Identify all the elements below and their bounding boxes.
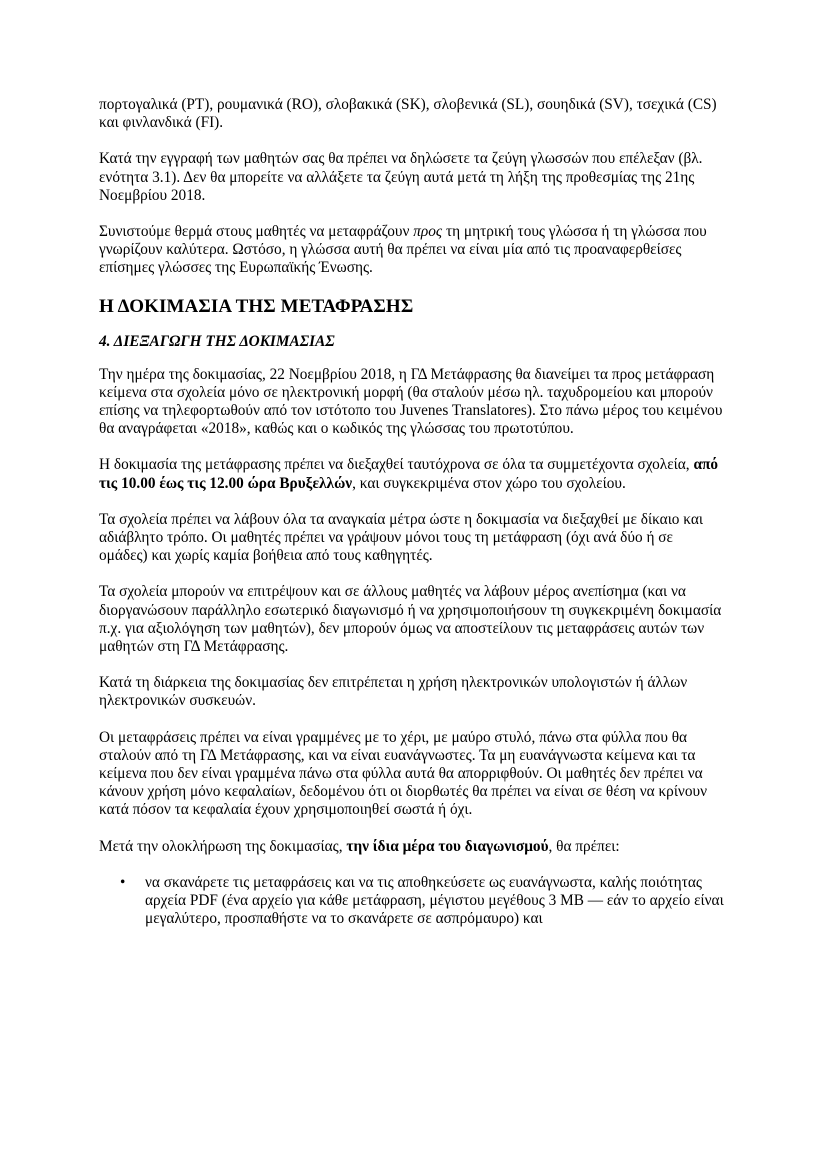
paragraph-other-students: Τα σχολεία μπορούν να επιτρέψουν και σε άλλους μαθητές να λάβουν μέρος ανεπίσημα (και να διοργανώσουν παράλληλο εσωτερικό διαγωνισμό ή να χρησιμοποιήσουν τη συγκεκριμένη δοκιμασία π.χ. για αξιολόγηση των μαθητών), δεν μπορούν όμως να αποστείλουν τις μεταφράσεις αυτών των μαθητών στη ΓΔ Μετάφρασης. — [99, 583, 722, 656]
after-text-start: Μετά την ολοκλήρωση της δοκιμασίας, — [99, 837, 347, 855]
section-heading: Η ΔΟΚΙΜΑΣΙΑ ΤΗΣ ΜΕΤΑΦΡΑΣΗΣ — [99, 295, 414, 317]
list-item-text: να σκανάρετε τις μεταφράσεις και να τις αποθηκεύσετε ως ευανάγνωστα, καλής ποιότητας αρχεία PDF (ένα αρχείο για κάθε μετάφραση, μέγιστου μεγέθους 3 MB — εάν το αρχείο είναι μεγαλύτερο, προσπαθήστε να το σκανάρετε σε ασπρόμαυρο) και — [145, 873, 724, 928]
list-item — [99, 874, 725, 929]
paragraph-recommendation — [99, 223, 725, 278]
paragraph-after-test — [99, 838, 725, 856]
paragraph-fairness: Τα σχολεία πρέπει να λάβουν όλα τα αναγκαία μέτρα ώστε η δοκιμασία να διεξαχθεί με δίκαιο και αδιάβλητο τρόπο. Οι μαθητές πρέπει να γράψουν μόνοι τους τη μετάφραση (όχι ανά δύο ή σε ομάδες) και χωρίς καμία βοήθεια από τους καθηγητές. — [99, 510, 703, 565]
recommendation-text-start: Συνιστούμε θερμά στους μαθητές να μεταφράζουν — [99, 223, 414, 241]
paragraph-languages: πορτογαλικά (PT), ρουμανικά (RO), σλοβακικά (SK), σλοβενικά (SL), σουηδικά (SV), τσεχικά (CS) και φινλανδικά (FI). — [99, 96, 717, 132]
recommendation-text-end: τη μητρική τους γλώσσα ή τη γλώσσα που γνωρίζουν καλύτερα. Ωστόσο, η γλώσσα αυτή θα πρέπει να είναι μία από τις προαναφερθείσες επίσημες γλώσσες της Ευρωπαϊκής Ένωσης. — [99, 223, 707, 277]
paragraph-devices: Κατά τη διάρκεια της δοκιμασίας δεν επιτρέπεται η χρήση ηλεκτρονικών υπολογιστών ή άλλων ηλεκτρονικών συσκευών. — [99, 674, 688, 710]
instructions-list — [99, 874, 725, 929]
bullet-icon: • — [120, 873, 126, 891]
timing-text-start: Η δοκιμασία της μετάφρασης πρέπει να διεξαχθεί ταυτόχρονα σε όλα τα συμμετέχοντα σχολεία, — [99, 456, 694, 474]
timing-text-end: , και συγκεκριμένα στον χώρο του σχολείου. — [352, 474, 626, 492]
paragraph-timing — [99, 456, 725, 492]
after-text-end: , θα πρέπει: — [548, 837, 620, 855]
paragraph-registration: Κατά την εγγραφή των μαθητών σας θα πρέπει να δηλώσετε τα ζεύγη γλωσσών που επέλεξαν (βλ. ενότητα 3.1). Δεν θα μπορείτε να αλλάξετε τα ζεύγη αυτά μετά τη λήξη της προθεσμίας της 21ης Νοεμβρίου 2018. — [99, 150, 703, 204]
subsection-heading: 4. ΔΙΕΞΑΓΩΓΗ ΤΗΣ ΔΟΚΙΜΑΣΙΑΣ — [99, 332, 335, 350]
timing-hours: από τις 10.00 έως τις 12.00 ώρα Βρυξελλών — [99, 456, 719, 492]
paragraph-handwritten: Οι μεταφράσεις πρέπει να είναι γραμμένες με το χέρι, με μαύρο στυλό, πάνω στα φύλλα που θα σταλούν από τη ΓΔ Μετάφρασης, και να είναι ευανάγνωστες. Τα μη ευανάγνωστα κείμενα και τα κείμενα που δεν είναι γραμμένα πάνω στα φύλλα αυτά θα απορριφθούν. Οι μαθητές δεν πρέπει να κάνουν χρήση μόνο κεφαλαίων, δεδομένου ότι οι διορθωτές θα πρέπει να είναι σε θέση να κρίνουν κατά πόσον τα κεφαλαία έχουν χρησιμοποιηθεί σωστά ή όχι. — [99, 728, 707, 819]
document-page — [99, 96, 725, 929]
after-same-day: την ίδια μέρα του διαγωνισμού — [346, 837, 549, 855]
paragraph-test-day: Την ημέρα της δοκιμασίας, 22 Νοεμβρίου 2018, η ΓΔ Μετάφρασης θα διανείμει τα προς μετάφραση κείμενα στα σχολεία μόνο σε ηλεκτρονική μορφή (θα σταλούν μέσω ηλ. ταχυδρομείου και μπορούν επίσης να τηλεφορτωθούν από τον ιστότοπο του Juvenes Translatores). Στο πάνω μέρος του κειμένου θα αναγράφεται «2018», καθώς και ο κωδικός της γλώσσας του πρωτοτύπου. — [99, 365, 723, 438]
recommendation-emphasis: προς — [413, 223, 443, 241]
